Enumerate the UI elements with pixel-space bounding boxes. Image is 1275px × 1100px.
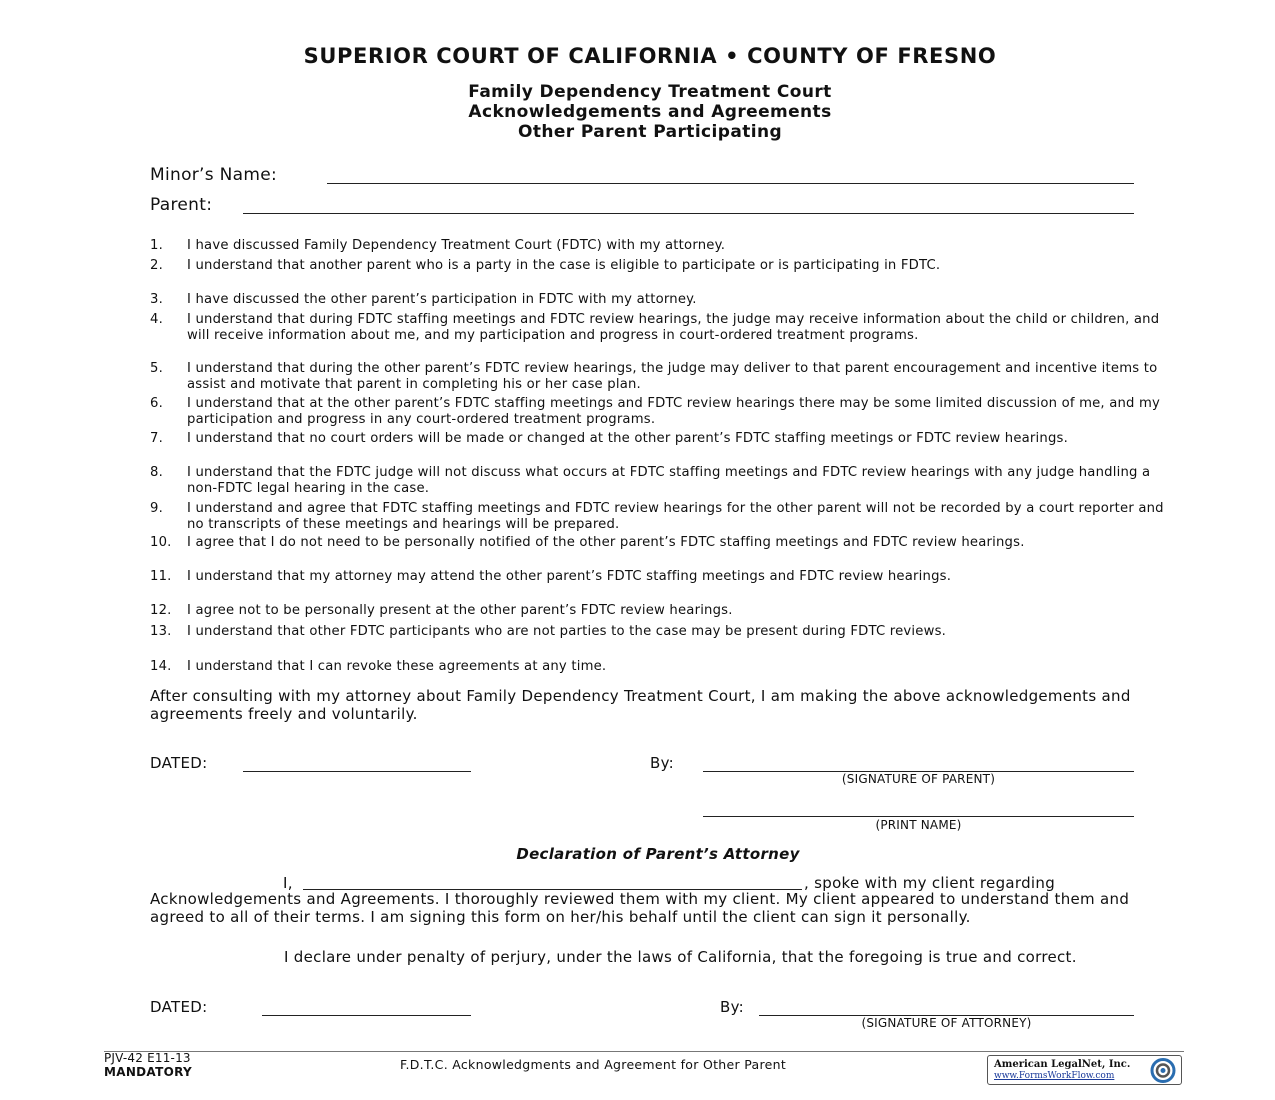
item-text: I understand that another parent who is a party in the case is eligible to participate or is participating in FDTC. (187, 258, 941, 273)
declaration-paragraph-2: I declare under penalty of perjury, under the laws of California, that the foregoing is true and correct. (284, 948, 1077, 966)
voluntary-statement: After consulting with my attorney about Family Dependency Treatment Court, I am making the above acknowledgements and agreements freely and voluntarily. (150, 687, 1131, 723)
logo-swirl-icon (1146, 1057, 1180, 1084)
item-number: 8. (150, 465, 163, 480)
parent-print-name-field[interactable] (703, 816, 1134, 817)
item-text: I understand that the FDTC judge will not discuss what occurs at FDTC staffing meetings and FDTC review hearings with any judge handling a non-FDTC legal hearing in the case. (187, 465, 1151, 496)
item-text: I agree not to be personally present at the other parent’s FDTC review hearings. (187, 603, 733, 618)
item-number: 6. (150, 396, 163, 411)
attorney-date-field[interactable] (262, 1015, 471, 1016)
parent-dated-label: DATED: (150, 754, 208, 772)
item-text: I understand that I can revoke these agreements at any time. (187, 659, 607, 674)
item-number: 9. (150, 501, 163, 516)
declaration-line1-tail: , spoke with my client regarding (804, 874, 1056, 892)
item-number: 1. (150, 238, 163, 253)
attorney-by-label: By: (720, 998, 745, 1016)
form-number: PJV-42 E11-13 (104, 1051, 191, 1065)
american-legalnet-logo[interactable] (987, 1055, 1182, 1085)
parent-name-field[interactable] (243, 213, 1134, 214)
item-number: 7. (150, 431, 163, 446)
parent-print-name-caption: (PRINT NAME) (875, 818, 962, 832)
form-title-line-2: Acknowledgements and Agreements (468, 102, 832, 122)
footer-form-title: F.D.T.C. Acknowledgments and Agreement for Other Parent (400, 1057, 787, 1072)
item-number: 10. (150, 535, 172, 550)
item-text: I have discussed Family Dependency Treatment Court (FDTC) with my attorney. (187, 238, 726, 253)
item-number: 14. (150, 659, 172, 674)
item-number: 5. (150, 361, 163, 376)
item-number: 4. (150, 312, 163, 327)
form-title-line-3: Other Parent Participating (517, 122, 783, 142)
item-number: 3. (150, 292, 163, 307)
item-number: 2. (150, 258, 163, 273)
declaration-title: Declaration of Parent’s Attorney (516, 845, 800, 863)
logo-website-link[interactable]: www.FormsWorkFlow.com (994, 1071, 1115, 1081)
item-number: 11. (150, 569, 172, 584)
minor-name-field[interactable] (327, 183, 1134, 184)
parent-label: Parent: (150, 195, 213, 215)
court-name: SUPERIOR COURT OF CALIFORNIA • COUNTY OF FRESNO (303, 44, 997, 68)
minor-name-label: Minor’s Name: (150, 165, 278, 185)
item-text: I understand that no court orders will be made or changed at the other parent’s FDTC staffing meetings or FDTC review hearings. (187, 431, 1068, 446)
parent-by-label: By: (650, 754, 675, 772)
declaration-paragraph-1: Acknowledgements and Agreements. I thoroughly reviewed them with my client. My client appeared to understand them and agreed to all of their terms. I am signing this form on her/his behalf until the client can sign it personally. (150, 890, 1130, 926)
item-text: I understand that during FDTC staffing meetings and FDTC review hearings, the judge may receive information about the child or children, and will receive information about me, and my participation and progress in court-ordered treatment programs. (187, 312, 1160, 343)
attorney-signature-caption: (SIGNATURE OF ATTORNEY) (861, 1016, 1032, 1030)
item-number: 12. (150, 603, 172, 618)
mandatory-label: MANDATORY (104, 1065, 192, 1079)
item-text: I understand and agree that FDTC staffing meetings and FDTC review hearings for the other parent will not be recorded by a court reporter and no transcripts of these meetings and hearings will be prepared. (187, 501, 1164, 532)
footer-divider (104, 1051, 1184, 1052)
parent-signature-caption: (SIGNATURE OF PARENT) (841, 772, 996, 786)
attorney-dated-label: DATED: (150, 998, 208, 1016)
item-text: I understand that during the other parent’s FDTC review hearings, the judge may deliver to that parent encouragement and incentive items to assist and motivate that parent in completing his or her case plan. (187, 361, 1158, 392)
item-text: I understand that my attorney may attend the other parent’s FDTC staffing meetings and FDTC review hearings. (187, 569, 952, 584)
parent-date-field[interactable] (243, 771, 471, 772)
form-title-line-1: Family Dependency Treatment Court (468, 82, 832, 102)
item-text: I understand that at the other parent’s FDTC staffing meetings and FDTC review hearings there may be some limited discussion of me, and my participation and progress in any court-ordered treatment programs. (187, 396, 1161, 427)
item-text: I have discussed the other parent’s participation in FDTC with my attorney. (187, 292, 697, 307)
item-number: 13. (150, 624, 172, 639)
declaration-i-label: I, (283, 874, 293, 892)
item-text: I agree that I do not need to be personally notified of the other parent’s FDTC staffing meetings and FDTC review hearings. (187, 535, 1025, 550)
item-text: I understand that other FDTC participants who are not parties to the case may be present during FDTC reviews. (187, 624, 947, 639)
logo-company-name: American LegalNet, Inc. (994, 1059, 1131, 1070)
